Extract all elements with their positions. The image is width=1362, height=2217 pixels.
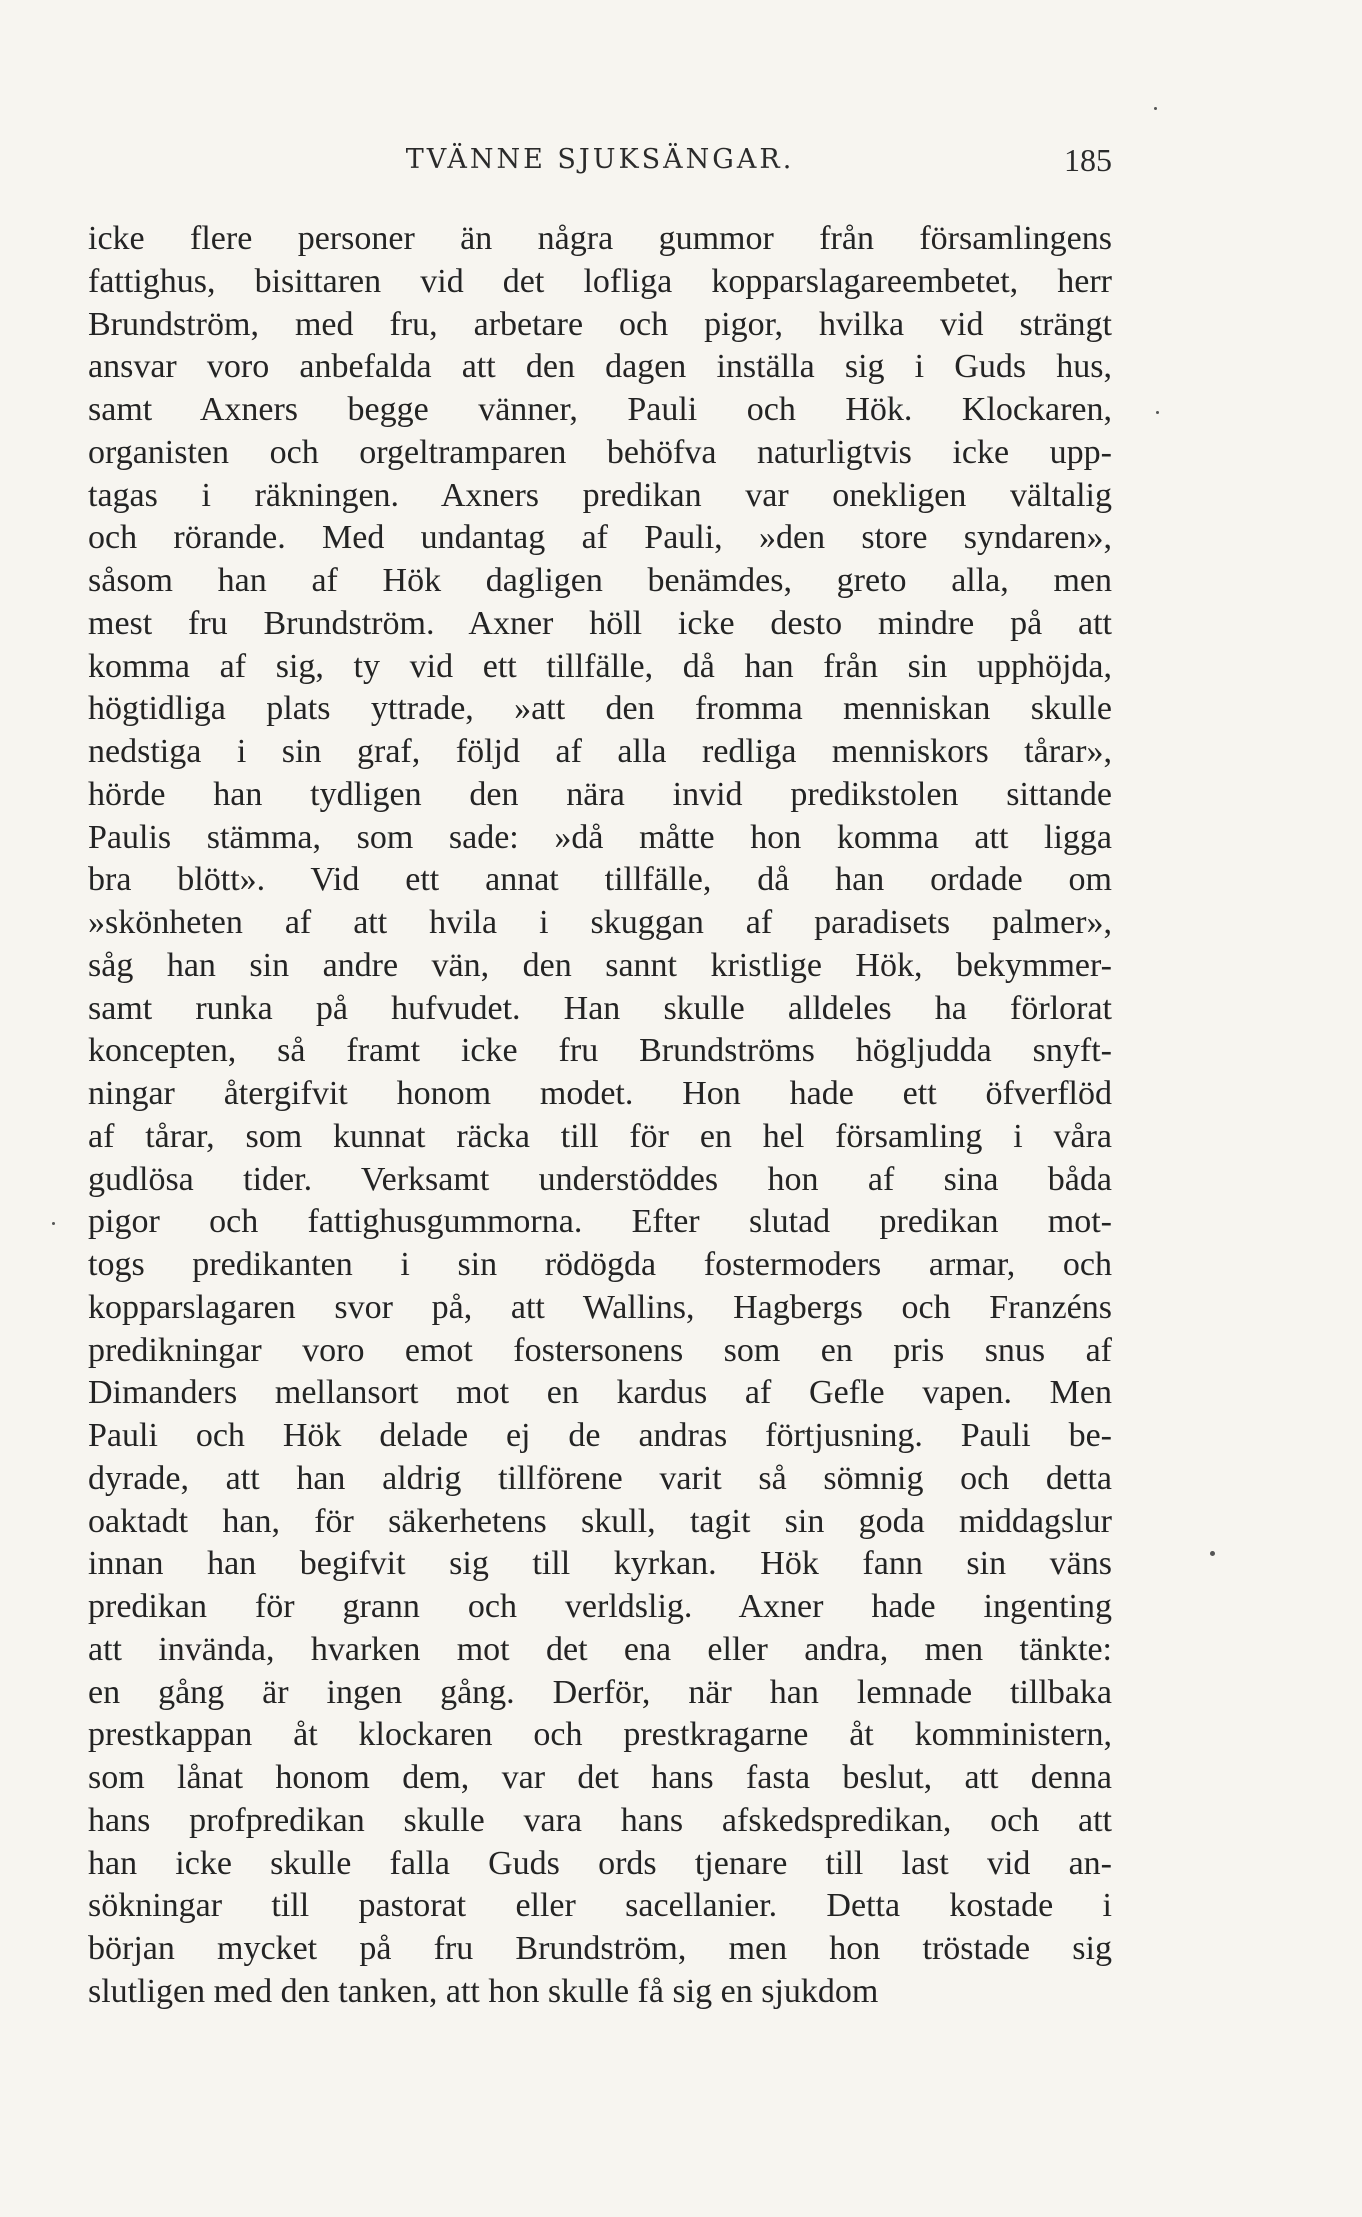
text-line: mest fru Brundström. Axner höll icke desto mindre på att bbox=[88, 604, 1112, 642]
text-line: att invända, hvarken mot det ena eller andra, men tänkte: bbox=[88, 1630, 1112, 1668]
running-title: TVÄNNE SJUKSÄNGAR. bbox=[405, 144, 795, 175]
text-line: en gång är ingen gång. Derför, när han lemnade tillbaka bbox=[88, 1673, 1112, 1711]
text-line: »skönheten af att hvila i skuggan af paradisets palmer», bbox=[88, 904, 1112, 941]
text-line: komma af sig, ty vid ett tillfälle, då han från sin upphöjda, bbox=[88, 647, 1112, 685]
scan-speck bbox=[1154, 107, 1157, 110]
text-line: samt runka på hufvudet. Han skulle alldeles ha förlorat bbox=[88, 989, 1112, 1027]
text-line: Brundström, med fru, arbetare och pigor, hvilka vid strängt bbox=[88, 305, 1112, 343]
text-line: sökningar till pastorat eller sacellanier. Detta kostade i bbox=[88, 1887, 1112, 1925]
text-line: prestkappan åt klockaren och prestkragarne åt komministern, bbox=[88, 1716, 1112, 1754]
text-line: hans profpredikan skulle vara hans afskedspredikan, och att bbox=[88, 1801, 1112, 1839]
text-line: ningar återgifvit honom modet. Hon hade ett öfverflöd bbox=[88, 1075, 1112, 1112]
text-line: nedstiga i sin graf, följd af alla redliga menniskors tårar», bbox=[88, 733, 1112, 770]
text-line: dyrade, att han aldrig tillförene varit så sömnig och detta bbox=[88, 1459, 1112, 1497]
text-line: bra blött». Vid ett annat tillfälle, då han ordade om bbox=[88, 861, 1112, 899]
text-line: Paulis stämma, som sade: »då måtte hon komma att ligga bbox=[88, 818, 1112, 856]
page-number: 185 bbox=[1064, 142, 1112, 178]
text-line: såsom han af Hök dagligen benämdes, greto alla, men bbox=[88, 562, 1112, 599]
text-line: gudlösa tider. Verksamt understöddes hon af sina båda bbox=[88, 1160, 1112, 1198]
running-head bbox=[88, 144, 1112, 188]
text-line: tagas i räkningen. Axners predikan var onekligen vältalig bbox=[88, 476, 1112, 514]
text-line: början mycket på fru Brundström, men hon tröstade sig bbox=[88, 1930, 1112, 1967]
text-line: slutligen med den tanken, att hon skulle få sig en sjukdom bbox=[88, 1972, 879, 2010]
text-line: predikningar voro emot fostersonens som en pris snus af bbox=[88, 1331, 1112, 1369]
text-line: organisten och orgeltramparen behöfva naturligtvis icke upp- bbox=[88, 433, 1112, 471]
text-line: han icke skulle falla Guds ords tjenare till last vid an- bbox=[88, 1844, 1112, 1882]
text-line: af tårar, som kunnat räcka till för en hel församling i våra bbox=[88, 1117, 1112, 1155]
text-line: hörde han tydligen den nära invid predikstolen sittande bbox=[88, 775, 1112, 813]
text-line: koncepten, så framt icke fru Brundströms högljudda snyft- bbox=[88, 1032, 1112, 1070]
text-line: togs predikanten i sin rödögda fostermoders armar, och bbox=[88, 1246, 1112, 1283]
text-line: pigor och fattighusgummorna. Efter slutad predikan mot- bbox=[88, 1203, 1112, 1241]
text-line: högtidliga plats yttrade, »att den fromma menniskan skulle bbox=[88, 690, 1112, 728]
text-line: Dimanders mellansort mot en kardus af Gefle vapen. Men bbox=[88, 1374, 1112, 1412]
text-line: samt Axners begge vänner, Pauli och Hök. Klockaren, bbox=[88, 391, 1112, 428]
scan-speck bbox=[52, 1222, 55, 1225]
text-line: ansvar voro anbefalda att den dagen inställa sig i Guds hus, bbox=[88, 348, 1112, 386]
scan-speck bbox=[1156, 411, 1159, 414]
scan-speck bbox=[1210, 1551, 1215, 1556]
text-line: som lånat honom dem, var det hans fasta beslut, att denna bbox=[88, 1759, 1112, 1796]
text-line: Pauli och Hök delade ej de andras förtjusning. Pauli be- bbox=[88, 1417, 1112, 1454]
text-line: innan han begifvit sig till kyrkan. Hök fann sin väns bbox=[88, 1545, 1112, 1583]
text-line: fattighus, bisittaren vid det lofliga kopparslagareembetet, herr bbox=[88, 262, 1112, 300]
text-line: och rörande. Med undantag af Pauli, »den store syndaren», bbox=[88, 519, 1112, 557]
text-line: såg han sin andre vän, den sannt kristlige Hök, bekymmer- bbox=[88, 946, 1112, 984]
text-line: kopparslagaren svor på, att Wallins, Hagbergs och Franzéns bbox=[88, 1288, 1112, 1326]
text-line: predikan för grann och verldslig. Axner hade ingenting bbox=[88, 1588, 1112, 1625]
text-line: oaktadt han, för säkerhetens skull, tagit sin goda middagslur bbox=[88, 1502, 1112, 1540]
body-text bbox=[88, 218, 1112, 2014]
text-line: icke flere personer än några gummor från församlingens bbox=[88, 220, 1112, 257]
